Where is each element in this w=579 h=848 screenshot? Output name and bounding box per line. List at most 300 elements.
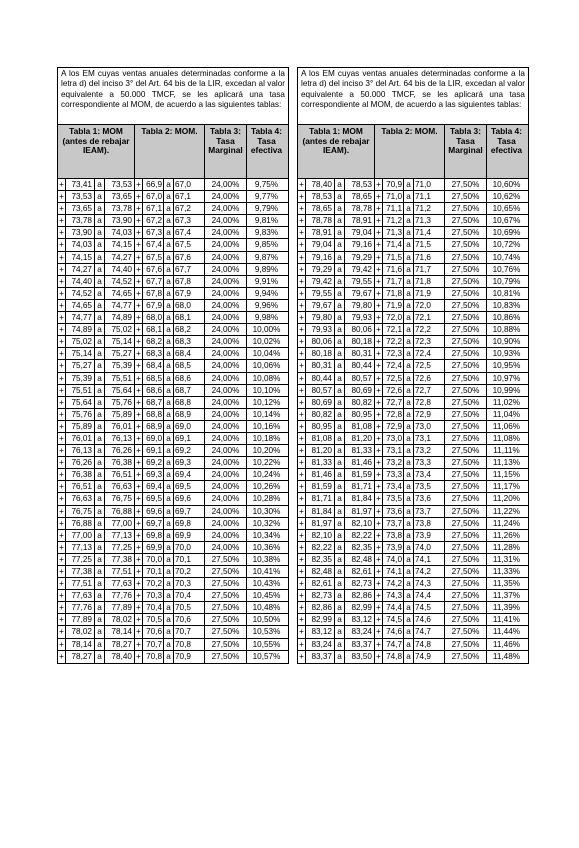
tasa-efectiva-cell: 10,36%: [252, 542, 281, 552]
mom-from-cell: 75,76: [66, 409, 95, 420]
range-a-cell: a: [164, 481, 174, 492]
plus-sign-cell: +: [375, 469, 383, 480]
mom2-from-cell: 71,4: [383, 239, 404, 250]
mom-to-cell: 81,20: [345, 433, 375, 444]
mom2-to-cell: 69,5: [174, 481, 205, 492]
mom-from-cell: 78,91: [306, 227, 335, 238]
table-row: [298, 493, 528, 505]
mom-to-cell: 75,89: [105, 409, 135, 420]
plus-sign-cell: +: [135, 324, 143, 335]
mom-from-cell: 80,82: [306, 409, 335, 420]
tasa-efectiva-cell: 11,37%: [492, 591, 521, 601]
range-a-cell: a: [335, 397, 345, 408]
mom2-from-cell: 67,7: [143, 276, 164, 287]
plus-sign-cell: +: [135, 542, 143, 553]
mom2-from-cell: 69,0: [143, 433, 164, 444]
range-a-cell: a: [404, 179, 414, 190]
range-a-cell: a: [164, 179, 174, 190]
range-a-cell: a: [95, 481, 105, 492]
table-row: [298, 518, 528, 530]
range-a-cell: a: [404, 651, 414, 663]
mom-to-cell: 82,86: [345, 590, 375, 601]
plus-sign-cell: +: [58, 530, 66, 541]
range-a-cell: a: [95, 530, 105, 541]
tasa-efectiva-cell: 11,39%: [492, 603, 521, 613]
mom-from-cell: 76,13: [66, 445, 95, 456]
table-row: [298, 626, 528, 638]
mom-from-cell: 75,64: [66, 397, 95, 408]
mom-to-cell: 81,08: [345, 421, 375, 432]
mom-to-cell: 78,53: [345, 179, 375, 190]
table-row: [298, 457, 528, 469]
tasa-efectiva-cell: 11,44%: [492, 627, 521, 637]
tasa-efectiva-cell: 10,81%: [492, 288, 521, 298]
table-row: [298, 288, 528, 300]
mom-from-cell: 75,39: [66, 373, 95, 384]
tasa-efectiva-cell: 9,94%: [254, 288, 279, 298]
mom-to-cell: 82,35: [345, 542, 375, 553]
table-row: [298, 264, 528, 276]
mom2-to-cell: 70,8: [174, 639, 205, 650]
plus-sign-cell: +: [135, 590, 143, 601]
mom2-from-cell: 71,8: [383, 288, 404, 299]
mom-from-cell: 82,35: [306, 554, 335, 565]
mom2-from-cell: 72,5: [383, 373, 404, 384]
mom-from-cell: 75,02: [66, 336, 95, 347]
range-a-cell: a: [95, 215, 105, 226]
plus-sign-cell: +: [298, 373, 306, 384]
mom-from-cell: 82,10: [306, 530, 335, 541]
table-row: [58, 264, 288, 276]
mom2-from-cell: 72,7: [383, 397, 404, 408]
tasa-efectiva-cell: 11,17%: [492, 482, 521, 492]
plus-sign-cell: +: [298, 252, 306, 263]
tasa-marginal-cell: 27,50%: [205, 614, 247, 625]
mom2-to-cell: 68,9: [174, 409, 205, 420]
range-a-cell: a: [164, 639, 174, 650]
mom-from-cell: 76,75: [66, 506, 95, 517]
range-a-cell: a: [335, 373, 345, 384]
mom2-from-cell: 67,0: [143, 191, 164, 202]
mom-to-cell: 73,90: [105, 215, 135, 226]
tasa-efectiva-cell: 11,20%: [492, 494, 521, 504]
mom2-to-cell: 68,5: [174, 360, 205, 371]
tasa-marginal-cell: 27,50%: [205, 566, 247, 577]
range-a-cell: a: [164, 264, 174, 275]
range-a-cell: a: [164, 530, 174, 541]
mom2-to-cell: 73,9: [414, 530, 445, 541]
plus-sign-cell: +: [135, 481, 143, 492]
mom2-from-cell: 70,6: [143, 626, 164, 637]
plus-sign-cell: +: [375, 602, 383, 613]
tasa-marginal-cell: 27,50%: [445, 276, 487, 287]
range-a-cell: a: [335, 602, 345, 613]
mom2-to-cell: 67,4: [174, 227, 205, 238]
plus-sign-cell: +: [298, 324, 306, 335]
mom-to-cell: 78,78: [345, 203, 375, 214]
mom-to-cell: 79,16: [345, 239, 375, 250]
mom-to-cell: 82,48: [345, 554, 375, 565]
mom-to-cell: 81,71: [345, 481, 375, 492]
mom2-from-cell: 68,3: [143, 348, 164, 359]
mom2-to-cell: 70,3: [174, 578, 205, 589]
tasa-marginal-cell: 24,00%: [205, 530, 247, 541]
tasa-marginal-cell: 27,50%: [445, 288, 487, 299]
plus-sign-cell: +: [298, 542, 306, 553]
range-a-cell: a: [335, 227, 345, 238]
mom2-to-cell: 72,0: [414, 300, 445, 311]
mom-from-cell: 79,42: [306, 276, 335, 287]
mom2-to-cell: 67,8: [174, 276, 205, 287]
range-a-cell: a: [404, 397, 414, 408]
plus-sign-cell: +: [58, 215, 66, 226]
mom2-from-cell: 72,2: [383, 336, 404, 347]
tasa-marginal-cell: 24,00%: [205, 312, 247, 323]
range-a-cell: a: [95, 542, 105, 553]
range-a-cell: a: [95, 506, 105, 517]
mom2-from-cell: 67,6: [143, 264, 164, 275]
mom2-from-cell: 67,5: [143, 252, 164, 263]
table-row: [58, 348, 288, 360]
plus-sign-cell: +: [58, 324, 66, 335]
mom-to-cell: 80,57: [345, 373, 375, 384]
tasa-marginal-cell: 24,00%: [205, 288, 247, 299]
range-a-cell: a: [95, 397, 105, 408]
range-a-cell: a: [164, 191, 174, 202]
plus-sign-cell: +: [298, 469, 306, 480]
mom2-from-cell: 71,1: [383, 203, 404, 214]
header-tabla-4: Tabla 4: Tasa efectiva: [250, 126, 283, 156]
mom-to-cell: 82,99: [345, 602, 375, 613]
plus-sign-cell: +: [298, 227, 306, 238]
range-a-cell: a: [164, 493, 174, 504]
tasa-marginal-cell: 24,00%: [205, 324, 247, 335]
plus-sign-cell: +: [58, 409, 66, 420]
tasa-marginal-cell: 24,00%: [205, 191, 247, 202]
range-a-cell: a: [335, 300, 345, 311]
mom-from-cell: 79,93: [306, 324, 335, 335]
mom2-to-cell: 72,7: [414, 385, 445, 396]
mom-from-cell: 82,22: [306, 542, 335, 553]
plus-sign-cell: +: [375, 385, 383, 396]
range-a-cell: a: [95, 457, 105, 468]
mom2-from-cell: 74,4: [383, 602, 404, 613]
range-a-cell: a: [164, 506, 174, 517]
mom2-to-cell: 68,6: [174, 373, 205, 384]
mom-from-cell: 73,53: [66, 191, 95, 202]
plus-sign-cell: +: [298, 445, 306, 456]
plus-sign-cell: +: [135, 215, 143, 226]
tasa-efectiva-cell: 11,15%: [492, 470, 521, 480]
plus-sign-cell: +: [375, 433, 383, 444]
tasa-efectiva-cell: 10,88%: [492, 325, 521, 335]
plus-sign-cell: +: [375, 614, 383, 625]
table-row: [58, 542, 288, 554]
range-a-cell: a: [95, 336, 105, 347]
mom2-to-cell: 68,7: [174, 385, 205, 396]
mom-to-cell: 80,06: [345, 324, 375, 335]
tasa-efectiva-cell: 9,79%: [254, 204, 279, 214]
range-a-cell: a: [335, 481, 345, 492]
mom-to-cell: 79,55: [345, 276, 375, 287]
mom-to-cell: 81,59: [345, 469, 375, 480]
tasa-marginal-cell: 27,50%: [445, 312, 487, 323]
range-a-cell: a: [95, 227, 105, 238]
tasa-efectiva-cell: 10,00%: [252, 325, 281, 335]
range-a-cell: a: [335, 191, 345, 202]
mom2-to-cell: 67,5: [174, 239, 205, 250]
range-a-cell: a: [95, 639, 105, 650]
tasa-marginal-cell: 27,50%: [445, 360, 487, 371]
mom2-from-cell: 69,1: [143, 445, 164, 456]
mom-from-cell: 75,89: [66, 421, 95, 432]
tasa-efectiva-cell: 11,24%: [492, 518, 521, 528]
mom-from-cell: 81,71: [306, 493, 335, 504]
tasa-efectiva-cell: 10,74%: [492, 252, 521, 262]
tasa-efectiva-cell: 10,24%: [252, 470, 281, 480]
plus-sign-cell: +: [58, 203, 66, 214]
tasa-efectiva-cell: 11,22%: [492, 506, 521, 516]
tasa-marginal-cell: 24,00%: [205, 385, 247, 396]
range-a-cell: a: [335, 179, 345, 190]
mom2-from-cell: 70,2: [143, 578, 164, 589]
tasa-efectiva-cell: 11,13%: [492, 458, 521, 468]
mom2-to-cell: 71,2: [414, 203, 445, 214]
mom2-to-cell: 72,3: [414, 336, 445, 347]
plus-sign-cell: +: [135, 227, 143, 238]
mom-to-cell: 79,29: [345, 252, 375, 263]
plus-sign-cell: +: [375, 566, 383, 577]
table-row: [58, 493, 288, 505]
table-row: [298, 481, 528, 493]
mom2-from-cell: 70,0: [143, 554, 164, 565]
table-row: [298, 590, 528, 602]
range-a-cell: a: [335, 324, 345, 335]
tasa-efectiva-cell: 10,55%: [252, 639, 281, 649]
mom-from-cell: 83,37: [306, 651, 335, 663]
plus-sign-cell: +: [135, 264, 143, 275]
tasa-marginal-cell: 27,50%: [445, 191, 487, 202]
mom2-to-cell: 72,2: [414, 324, 445, 335]
plus-sign-cell: +: [58, 360, 66, 371]
tasa-marginal-cell: 24,00%: [205, 445, 247, 456]
plus-sign-cell: +: [298, 336, 306, 347]
range-a-cell: a: [404, 227, 414, 238]
range-a-cell: a: [404, 324, 414, 335]
tasa-efectiva-cell: 10,50%: [252, 615, 281, 625]
tasa-marginal-cell: 24,00%: [205, 409, 247, 420]
tasa-marginal-cell: 27,50%: [445, 324, 487, 335]
tasa-marginal-cell: 27,50%: [445, 227, 487, 238]
range-a-cell: a: [95, 518, 105, 529]
table-row: [58, 421, 288, 433]
mom2-to-cell: 69,3: [174, 457, 205, 468]
mom-to-cell: 80,44: [345, 360, 375, 371]
table-row: [58, 590, 288, 602]
tasa-marginal-cell: 24,00%: [205, 506, 247, 517]
tasa-efectiva-cell: 11,33%: [492, 567, 521, 576]
mom2-to-cell: 71,3: [414, 215, 445, 226]
plus-sign-cell: +: [58, 614, 66, 625]
plus-sign-cell: +: [298, 203, 306, 214]
mom-from-cell: 81,33: [306, 457, 335, 468]
mom2-from-cell: 69,5: [143, 493, 164, 504]
plus-sign-cell: +: [375, 457, 383, 468]
mom-from-cell: 82,99: [306, 614, 335, 625]
table-row: [58, 518, 288, 530]
mom2-from-cell: 68,1: [143, 324, 164, 335]
range-a-cell: a: [404, 409, 414, 420]
mom-from-cell: 77,25: [66, 554, 95, 565]
tasa-efectiva-cell: 9,85%: [254, 240, 279, 250]
mom-to-cell: 75,51: [105, 373, 135, 384]
mom2-from-cell: 73,6: [383, 506, 404, 517]
tasa-efectiva-cell: 10,04%: [252, 349, 281, 359]
range-a-cell: a: [404, 360, 414, 371]
intro-text: A los EM cuyas ventas anuales determinadas conforme a la letra d) del inciso 3° del Art. 64 bis de la LIR, excedan al valor equivalente a 50.000 TMCF, se les aplicará una tasa correspondiente al MOM, de acuerdo a las siguientes tablas:: [58, 68, 288, 125]
range-a-cell: a: [404, 191, 414, 202]
table-row: [298, 614, 528, 626]
tasa-marginal-cell: 27,50%: [445, 469, 487, 480]
mom-from-cell: 80,31: [306, 360, 335, 371]
tasa-efectiva-cell: 10,93%: [492, 349, 521, 359]
mom2-to-cell: 74,2: [414, 566, 445, 577]
tasa-efectiva-cell: 10,95%: [492, 361, 521, 371]
plus-sign-cell: +: [58, 493, 66, 504]
tasa-marginal-cell: 24,00%: [205, 493, 247, 504]
plus-sign-cell: +: [58, 421, 66, 432]
mom2-from-cell: 72,3: [383, 348, 404, 359]
tasa-marginal-cell: 27,50%: [445, 433, 487, 444]
mom2-from-cell: 68,2: [143, 336, 164, 347]
tasa-marginal-cell: 27,50%: [445, 421, 487, 432]
range-a-cell: a: [164, 602, 174, 613]
table-row: [298, 324, 528, 336]
plus-sign-cell: +: [298, 590, 306, 601]
tasa-marginal-cell: 27,50%: [445, 445, 487, 456]
plus-sign-cell: +: [375, 336, 383, 347]
plus-sign-cell: +: [135, 457, 143, 468]
tasa-efectiva-cell: 11,48%: [492, 651, 521, 661]
mom-from-cell: 78,53: [306, 191, 335, 202]
tasa-efectiva-cell: 10,32%: [252, 518, 281, 528]
range-a-cell: a: [335, 239, 345, 250]
plus-sign-cell: +: [375, 227, 383, 238]
range-a-cell: a: [335, 336, 345, 347]
plus-sign-cell: +: [375, 639, 383, 650]
tasa-efectiva-cell: 11,06%: [492, 421, 521, 431]
mom2-from-cell: 71,0: [383, 191, 404, 202]
mom-to-cell: 79,42: [345, 264, 375, 275]
tasa-marginal-cell: 27,50%: [445, 385, 487, 396]
mom2-to-cell: 74,3: [414, 578, 445, 589]
range-a-cell: a: [95, 493, 105, 504]
tasa-efectiva-cell: 10,53%: [252, 627, 281, 637]
plus-sign-cell: +: [375, 215, 383, 226]
table-row: [58, 530, 288, 542]
range-a-cell: a: [335, 203, 345, 214]
range-a-cell: a: [164, 239, 174, 250]
range-a-cell: a: [164, 215, 174, 226]
mom2-to-cell: 72,6: [414, 373, 445, 384]
mom-from-cell: 74,65: [66, 300, 95, 311]
mom2-from-cell: 70,4: [143, 602, 164, 613]
tasa-efectiva-cell: 11,41%: [492, 615, 521, 625]
mom2-from-cell: 68,5: [143, 373, 164, 384]
tasa-efectiva-cell: 11,02%: [492, 397, 521, 407]
tasa-marginal-cell: 27,50%: [445, 348, 487, 359]
range-a-cell: a: [95, 252, 105, 263]
plus-sign-cell: +: [58, 191, 66, 202]
plus-sign-cell: +: [375, 288, 383, 299]
mom2-to-cell: 70,9: [174, 651, 205, 663]
mom2-to-cell: 72,9: [414, 409, 445, 420]
mom-to-cell: 82,61: [345, 566, 375, 577]
plus-sign-cell: +: [135, 373, 143, 384]
range-a-cell: a: [164, 360, 174, 371]
plus-sign-cell: +: [375, 373, 383, 384]
tasa-marginal-cell: 24,00%: [205, 433, 247, 444]
header-tabla-2: Tabla 2: MOM.: [375, 125, 445, 178]
mom-to-cell: 78,65: [345, 191, 375, 202]
plus-sign-cell: +: [298, 288, 306, 299]
tasa-marginal-cell: 24,00%: [205, 373, 247, 384]
tasa-marginal-cell: 27,50%: [445, 506, 487, 517]
range-a-cell: a: [335, 348, 345, 359]
plus-sign-cell: +: [375, 626, 383, 637]
plus-sign-cell: +: [298, 566, 306, 577]
mom-from-cell: 73,65: [66, 203, 95, 214]
mom2-from-cell: 70,8: [143, 651, 164, 663]
plus-sign-cell: +: [375, 578, 383, 589]
tasa-efectiva-cell: 10,20%: [252, 446, 281, 456]
mom2-to-cell: 74,5: [414, 602, 445, 613]
range-a-cell: a: [404, 300, 414, 311]
mom2-from-cell: 73,1: [383, 445, 404, 456]
mom2-to-cell: 68,3: [174, 336, 205, 347]
range-a-cell: a: [335, 288, 345, 299]
plus-sign-cell: +: [135, 336, 143, 347]
tasa-marginal-cell: 24,00%: [205, 215, 247, 226]
table-body: [58, 179, 288, 663]
table-row: [298, 191, 528, 203]
table-row: [298, 385, 528, 397]
plus-sign-cell: +: [135, 312, 143, 323]
mom2-to-cell: 74,8: [414, 639, 445, 650]
mom2-from-cell: 71,2: [383, 215, 404, 226]
range-a-cell: a: [404, 276, 414, 287]
table-row: [298, 348, 528, 360]
plus-sign-cell: +: [298, 433, 306, 444]
intro-text: A los EM cuyas ventas anuales determinadas conforme a la letra d) del inciso 3° del Art. 64 bis de la LIR, excedan al valor equivalente a 50.000 TMCF, se les aplicará una tasa correspondiente al MOM, de acuerdo a las siguientes tablas:: [298, 68, 528, 125]
mom-from-cell: 80,18: [306, 348, 335, 359]
header-tabla-4: Tabla 4: Tasa efectiva: [490, 126, 523, 156]
plus-sign-cell: +: [135, 239, 143, 250]
table-row: [58, 614, 288, 626]
tasa-marginal-cell: 27,50%: [445, 614, 487, 625]
range-a-cell: a: [164, 312, 174, 323]
tasa-efectiva-cell: 10,69%: [492, 228, 521, 238]
mom2-to-cell: 73,8: [414, 518, 445, 529]
range-a-cell: a: [95, 203, 105, 214]
plus-sign-cell: +: [375, 554, 383, 565]
mom2-to-cell: 67,3: [174, 215, 205, 226]
mom-to-cell: 82,22: [345, 530, 375, 541]
plus-sign-cell: +: [58, 566, 66, 577]
plus-sign-cell: +: [375, 493, 383, 504]
tasa-marginal-cell: 27,50%: [445, 554, 487, 565]
range-a-cell: a: [335, 409, 345, 420]
